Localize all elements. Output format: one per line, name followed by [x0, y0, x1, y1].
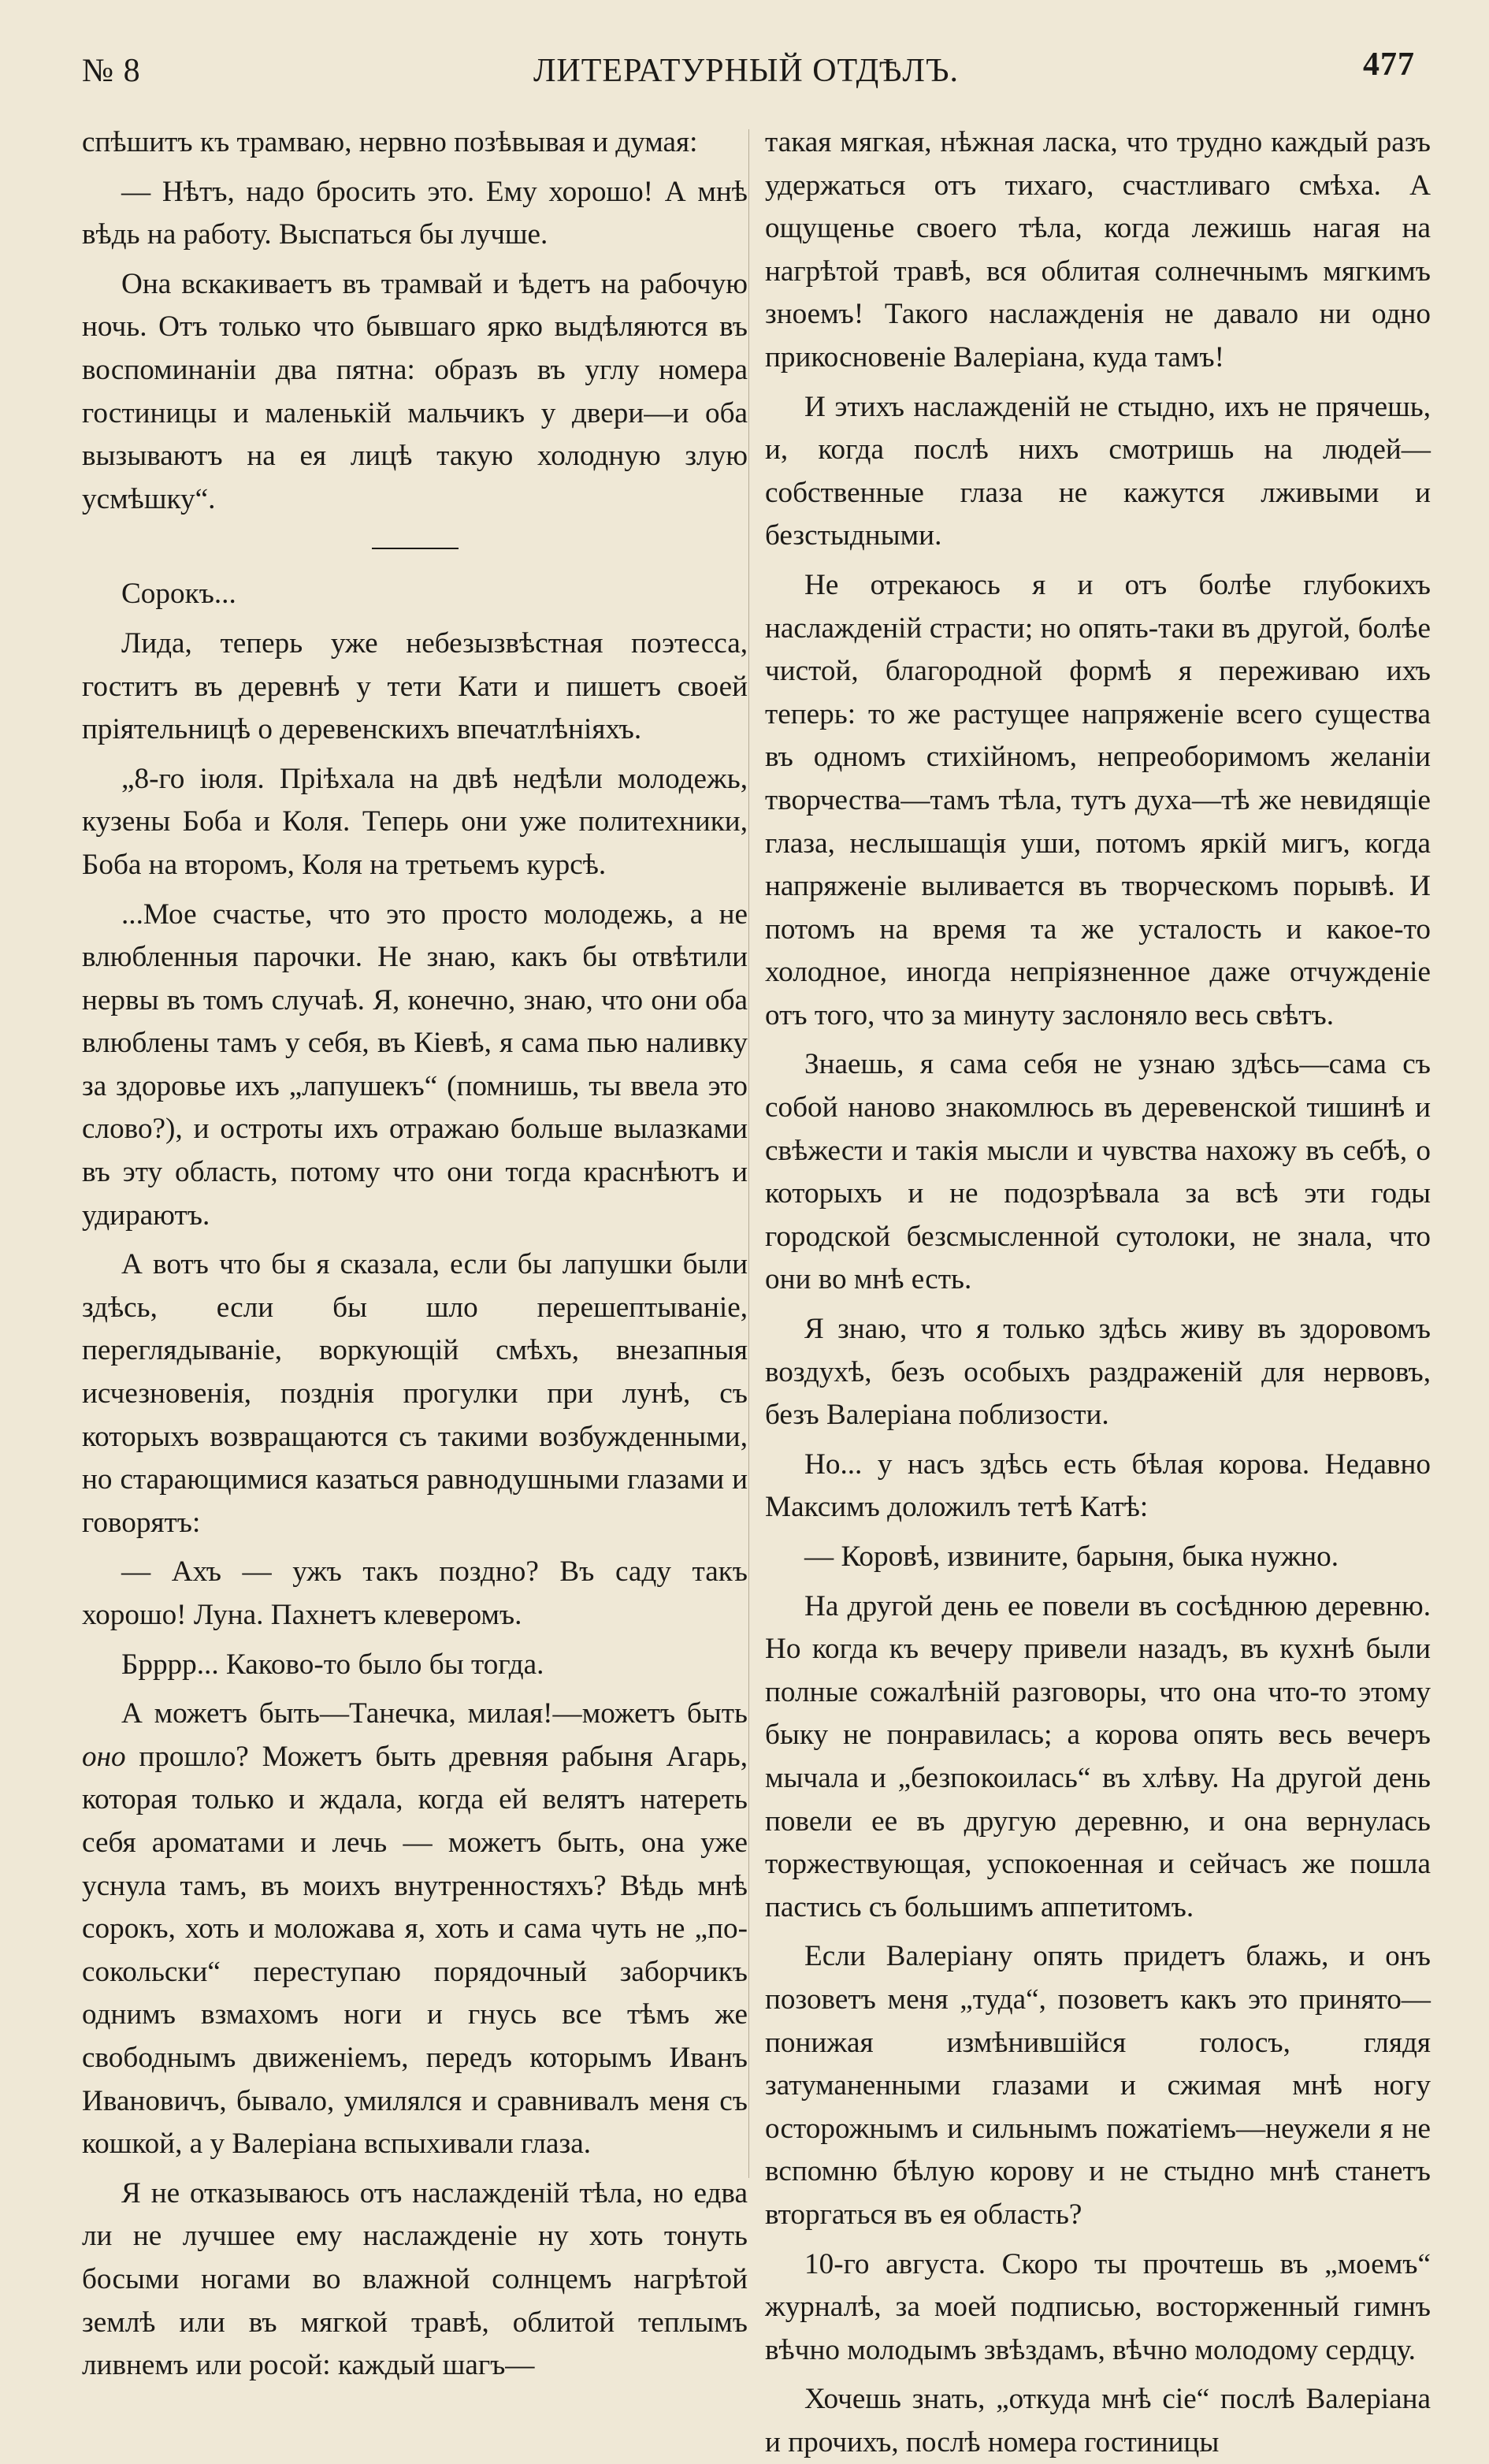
page-header [50, 24, 1442, 89]
paragraph: — Ахъ — ужъ такъ поздно? Въ саду такъ хорошо! Луна. Пахнетъ клеверомъ. [82, 1555, 748, 1631]
paragraph: И этихъ наслажденій не стыдно, ихъ не прячешь, и, когда послѣ нихъ смотришь на людей—собственные глаза не кажутся лживыми и безстыдными. [765, 390, 1431, 552]
paragraph: спѣшитъ къ трамваю, нервно позѣвывая и думая: [82, 126, 698, 158]
paragraph: Не отрекаюсь я и отъ болѣе глубокихъ наслажденій страсти; но опять-таки въ другой, болѣе чистой, благородной формѣ я переживаю ихъ теперь: то же растущее напряженіе всего существа въ одномъ стихійномъ, непреоборимомъ желаніи творчества—тамъ тѣла, тутъ духа—тѣ же невидящіе глаза, неслышащія уши, потомъ яркій мигъ, когда напряженіе выливается въ творческомъ порывѣ. И потомъ на время та же усталость и какое-то холодное, иногда непріязненное даже отчужденіе отъ того, что за минуту заслоняло весь свѣтъ. [765, 568, 1431, 1031]
paragraph: 10-го августа. Скоро ты прочтешь въ „моемъ“ журналѣ, за моей подписью, восторженный гимнъ вѣчно молодымъ звѣздамъ, вѣчно молодому сердцу. [765, 2247, 1431, 2366]
text-run: прошло? Можетъ быть древняя рабыня Агарь, которая только и ждала, когда ей велятъ натереть себя ароматами и лечь — можетъ быть, она уже уснула тамъ, въ моихъ внутренностяхъ? Вѣдь мнѣ сорокъ, хоть и моложава я, хоть и сама чуть не „по-сокольски“ переступаю порядочный заборчикъ однимъ взмахомъ ноги и гнусь все тѣмъ же свободнымъ движеніемъ, передъ которымъ Иванъ Ивановичъ, бывало, умилялся и сравнивалъ меня съ кошкой, а у Валеріана вспыхивали глаза. [82, 1740, 748, 2161]
paragraph: Если Валеріану опять придетъ блажь, и онъ позоветъ меня „туда“, позоветъ какъ это принято—понижая измѣнившійся голосъ, глядя затуманенными глазами и сжимая мнѣ ногу осторожнымъ и сильнымъ пожатіемъ—неужели я не вспомню бѣлую корову и не стыдно мнѣ станетъ вторгаться въ ея область? [765, 1940, 1431, 2231]
emphasized-word: оно [82, 1740, 126, 1773]
paragraph: Сорокъ... [121, 578, 236, 611]
paragraph: Она вскакиваетъ въ трамвай и ѣдетъ на рабочую ночь. Отъ только что бывшаго ярко выдѣляются въ воспоминаніи два пятна: образъ въ углу номера гостиницы и маленькій мальчикъ у двери—и оба вызываютъ на ея лицѣ такую холодную злую усмѣшку“. [82, 267, 748, 515]
paragraph: Я знаю, что я только здѣсь живу въ здоровомъ воздухѣ, безъ особыхъ раздраженій для нервовъ, безъ Валеріана поблизости. [765, 1313, 1431, 1432]
text-run: А можетъ быть—Танечка, милая!—можетъ быть [121, 1697, 748, 1730]
paragraph: Лида, теперь уже небезызвѣстная поэтесса, гоститъ въ деревнѣ у тети Кати и пишетъ своей пріятельницѣ о деревенскихъ впечатлѣніяхъ. [82, 626, 748, 746]
left-column [82, 121, 748, 2382]
text-columns [50, 121, 1442, 2458]
section-title: ЛИТЕРАТУРНЫЙ ОТДѢЛЪ. [533, 53, 960, 89]
paragraph: Знаешь, я сама себя не узнаю здѣсь—сама съ собой наново знакомлюсь въ деревенской тишинѣ и свѣжести и такія мысли и чувства нахожу въ себѣ, о которыхъ и не подозрѣвала за всѣ эти годы городской безсмысленной сутолоки, не знала, что они во мнѣ есть. [765, 1048, 1431, 1296]
paragraph: Я не отказываюсь отъ наслажденій тѣла, но едва ли не лучшее ему наслажденіе ну хоть тонуть босыми ногами во влажной солнцемъ нагрѣтой землѣ или въ мягкой травѣ, облитой теплымъ ливнемъ или росой: каждый шагъ— [82, 2176, 748, 2382]
paragraph [82, 1693, 748, 2166]
issue-number: № 8 [82, 53, 141, 89]
column-rule [748, 129, 749, 2178]
paragraph: — Нѣтъ, надо бросить это. Ему хорошо! А мнѣ вѣдь на работу. Выспаться бы лучше. [82, 175, 748, 251]
paragraph: На другой день ее повели въ сосѣднюю деревню. Но когда къ вечеру привели назадъ, въ кухнѣ были полные сожалѣній разговоры, что она что-то этому быку не понравилась; а корова опять весь вечеръ мычала и „безпокоилась“ въ хлѣву. На другой день повели ее въ другую деревню, и она вернулась торжествующая, успокоенная и сейчасъ же пошла пастись съ большимъ аппетитомъ. [765, 1589, 1431, 1923]
paragraph: А вотъ что бы я сказала, если бы лапушки были здѣсь, если бы шло перешептываніе, переглядываніе, воркующій смѣхъ, внезапныя исчезновенія, позднія прогулки при лунѣ, съ которыхъ возвращаются съ такими возбужденными, но старающимися казаться равнодушными глазами и говорятъ: [82, 1248, 748, 1539]
page-number: 477 [1363, 46, 1415, 83]
section-divider [372, 548, 459, 549]
paragraph: Брррр... Каково-то было бы тогда. [121, 1648, 544, 1681]
right-column [765, 121, 1431, 2458]
paragraph: такая мягкая, нѣжная ласка, что трудно каждый разъ удержаться отъ тихаго, счастливаго смѣха. А ощущенье своего тѣла, когда лежишь нагая на нагрѣтой травѣ, вся облитая солнечнымъ мягкимъ зноемъ! Такого наслажденія не давало ни одно прикосновеніе Валеріана, куда тамъ! [765, 126, 1431, 374]
paragraph: — Коровѣ, извините, барыня, быка нужно. [804, 1540, 1339, 1573]
paragraph: Но... у насъ здѣсь есть бѣлая корова. Недавно Максимъ доложилъ тетѣ Катѣ: [765, 1448, 1431, 1524]
paragraph: ...Мое счастье, что это просто молодежь, а не влюбленныя парочки. Не знаю, какъ бы отвѣтили нервы въ томъ случаѣ. Я, конечно, знаю, что они оба влюблены тамъ у себя, въ Кіевѣ, я сама пью наливку за здоровье ихъ „лапушекъ“ (помнишь, ты ввела это слово?), и остроты ихъ отражаю больше вылазками въ эту область, потому что они тогда краснѣютъ и удираютъ. [82, 898, 748, 1232]
paragraph: „8-го іюля. Пріѣхала на двѣ недѣли молодежь, кузены Боба и Коля. Теперь они уже политехники, Боба на второмъ, Коля на третьемъ курсѣ. [82, 762, 748, 881]
paragraph: Хочешь знать, „откуда мнѣ сіе“ послѣ Валеріана и прочихъ, послѣ номера гостиницы [765, 2383, 1431, 2458]
